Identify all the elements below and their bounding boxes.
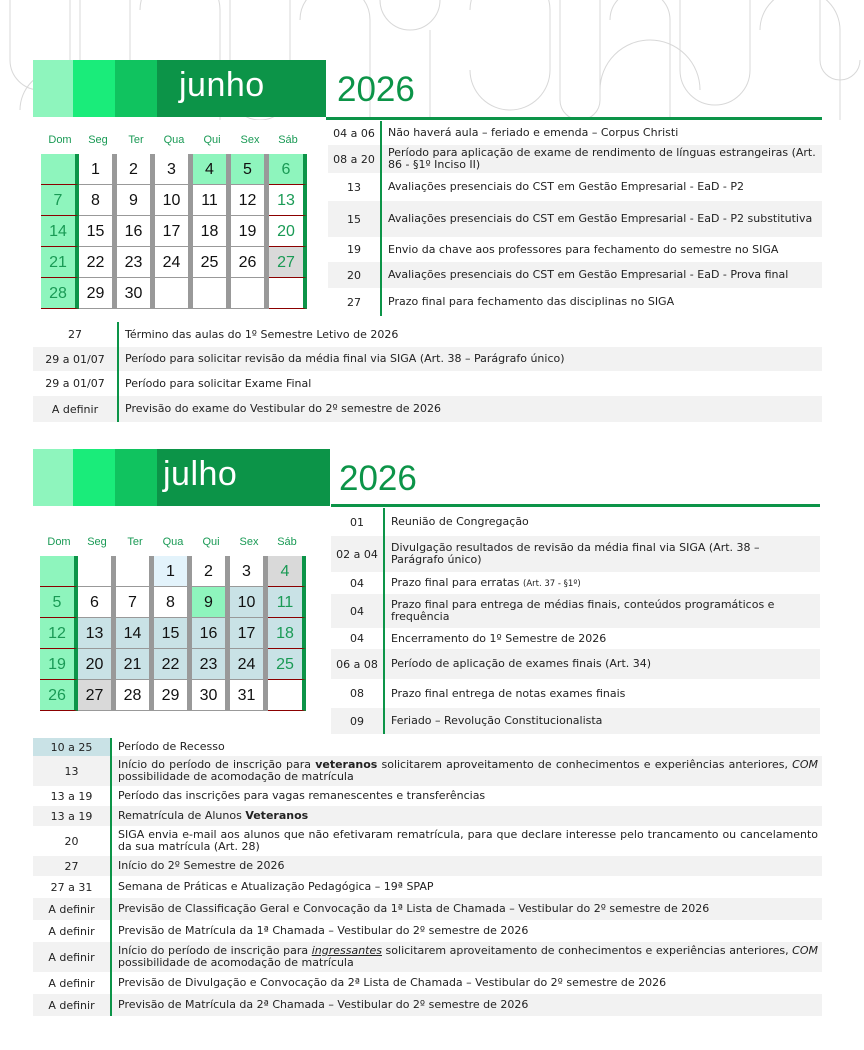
weekday-label: Sex — [240, 134, 260, 146]
calendar-day: 6 — [269, 154, 307, 185]
event-text: SIGA envia e-mail aos alunos que não efetivaram rematrícula, para que declare interesse pelo trancamento ou cancelamento da sua matrícula (Art. 28) — [118, 828, 818, 853]
event-text: Avaliações presenciais do CST em Gestão Empresarial - EaD - P2 substitutiva — [388, 212, 813, 225]
event-description — [112, 829, 822, 853]
event-row — [331, 679, 820, 708]
calendar-day: 20 — [269, 216, 307, 247]
calendar-week — [40, 680, 306, 711]
event-description — [119, 403, 822, 415]
weekday-label: Qua — [163, 134, 185, 146]
event-row — [33, 371, 822, 396]
weekday-label: Seg — [87, 536, 107, 548]
weekday-header — [40, 536, 306, 548]
calendar-week — [41, 247, 307, 278]
calendar-week — [40, 649, 306, 680]
event-date: 20 — [328, 262, 382, 288]
event-text: Período de aplicação de exames finais (Art. 34) — [391, 657, 652, 670]
event-text-post2: possibilidade de acomodação de matrícula — [118, 956, 354, 969]
calendar-day: 4 — [193, 154, 231, 185]
weekday-label: Seg — [88, 134, 108, 146]
event-date: 13 — [33, 756, 112, 786]
calendar-day: 21 — [116, 649, 154, 680]
calendar-day: 19 — [40, 649, 78, 680]
event-row — [328, 237, 822, 262]
event-description — [112, 903, 822, 915]
event-date: 04 — [331, 594, 385, 628]
calendar-day: 25 — [193, 247, 231, 278]
event-description — [382, 213, 822, 225]
event-row — [33, 786, 822, 806]
event-description — [112, 741, 822, 753]
event-date: 27 — [33, 856, 112, 876]
calendar-day: 21 — [41, 247, 79, 278]
event-description — [119, 378, 822, 390]
color-band — [73, 60, 115, 117]
event-text: Reunião de Congregação — [391, 515, 529, 528]
event-text: Término das aulas do 1º Semestre Letivo de 2026 — [125, 327, 399, 341]
color-band — [33, 60, 73, 117]
event-text-ital: COM — [792, 944, 818, 957]
color-band — [33, 449, 73, 506]
event-text: Não haverá aula – feriado e emenda – Corpus Christi — [388, 126, 679, 139]
event-date: 13 a 19 — [33, 806, 112, 826]
calendar-day: 12 — [231, 185, 269, 216]
event-text-pre: Início do período de inscrição para — [118, 944, 312, 957]
event-description — [382, 127, 822, 139]
event-text-uital: ingressantes — [311, 944, 382, 957]
event-description — [112, 790, 822, 802]
event-date: 27 a 31 — [33, 876, 112, 898]
event-date: 10 a 25 — [33, 738, 112, 756]
calendar-day: 15 — [154, 618, 192, 649]
calendar-june — [41, 134, 307, 309]
calendar-day: 28 — [116, 680, 154, 711]
calendar-day: 13 — [78, 618, 116, 649]
event-description — [385, 599, 820, 623]
calendar-day: 22 — [154, 649, 192, 680]
calendar-week — [41, 278, 307, 309]
event-date: 27 — [328, 288, 382, 316]
divider — [326, 117, 822, 120]
calendar-day: 8 — [79, 185, 117, 216]
weekday-label: Sáb — [277, 536, 297, 548]
weekday-header — [41, 134, 307, 146]
calendar-week — [40, 587, 306, 618]
calendar-day: 25 — [268, 649, 306, 680]
month-header-july — [33, 449, 330, 506]
event-text: Feriado – Revolução Constitucionalista — [391, 714, 603, 727]
event-row — [331, 508, 820, 536]
event-date: 29 a 01/07 — [33, 347, 119, 371]
event-text-post: solicitarem aproveitamento de conhecimentos e experiências anteriores, — [377, 758, 793, 771]
year-label: 2026 — [337, 70, 415, 109]
calendar-day: 12 — [40, 618, 78, 649]
event-description — [112, 999, 822, 1011]
event-row — [33, 347, 822, 371]
event-date: A definir — [33, 396, 119, 422]
calendar-day: 14 — [41, 216, 79, 247]
event-description — [382, 296, 822, 308]
calendar-day: 17 — [230, 618, 268, 649]
event-row — [328, 262, 822, 288]
calendar-week — [41, 185, 307, 216]
calendar-day: 30 — [117, 278, 155, 309]
calendar-day: 11 — [268, 587, 306, 618]
calendar-day: 2 — [192, 556, 230, 587]
event-text-post: solicitarem aproveitamento de conhecimentos e experiências anteriores, — [381, 944, 793, 957]
event-description — [382, 269, 822, 281]
calendar-grid — [41, 154, 307, 309]
calendar-day: 26 — [231, 247, 269, 278]
weekday-label: Sex — [239, 536, 259, 548]
calendar-day: 30 — [192, 680, 230, 711]
year-label: 2026 — [339, 459, 417, 498]
calendar-grid — [40, 556, 306, 711]
weekday-label: Dom — [48, 134, 72, 146]
event-date: 04 a 06 — [328, 121, 382, 145]
events-june-list — [33, 322, 822, 422]
calendar-day — [268, 680, 306, 711]
month-header-june — [33, 60, 326, 117]
calendar-day: 8 — [154, 587, 192, 618]
event-description — [112, 881, 822, 893]
calendar-day: 1 — [79, 154, 117, 185]
calendar-day — [231, 278, 269, 309]
calendar-day — [193, 278, 231, 309]
event-text-bold: Veteranos — [245, 809, 309, 822]
event-row — [331, 572, 820, 594]
event-row — [33, 920, 822, 942]
event-reference: (Art. 37 - §1º) — [523, 578, 581, 589]
event-date: 08 a 20 — [328, 145, 382, 173]
calendar-day: 1 — [154, 556, 192, 587]
weekday-label: Qua — [162, 536, 184, 548]
event-date: 27 — [33, 322, 119, 347]
event-text: Período para solicitar Exame Final — [125, 376, 312, 390]
event-text: Início do 2º Semestre de 2026 — [118, 859, 285, 872]
event-row — [331, 536, 820, 572]
event-date: A definir — [33, 920, 112, 942]
calendar-week — [41, 216, 307, 247]
event-text: Previsão de Classificação Geral e Convocação da 1ª Lista de Chamada – Vestibular do 2º semestre de 2026 — [118, 902, 710, 915]
event-row — [33, 322, 822, 347]
calendar-day: 18 — [193, 216, 231, 247]
event-row — [33, 826, 822, 856]
event-text: Prazo final entrega de notas exames finais — [391, 686, 626, 700]
calendar-day — [40, 556, 78, 587]
calendar-day: 28 — [41, 278, 79, 309]
event-row — [33, 396, 822, 422]
event-text: Avaliações presenciais do CST em Gestão Empresarial - EaD - P2 — [388, 180, 745, 193]
event-description — [112, 945, 822, 969]
calendar-day: 24 — [230, 649, 268, 680]
event-date: A definir — [33, 898, 112, 920]
calendar-day: 15 — [79, 216, 117, 247]
calendar-day: 24 — [155, 247, 193, 278]
event-row — [328, 173, 822, 201]
calendar-day: 11 — [193, 185, 231, 216]
event-date: 13 — [328, 173, 382, 201]
event-text-pre: Rematrícula de Alunos — [118, 809, 246, 822]
event-row — [33, 994, 822, 1016]
event-text: Previsão do exame do Vestibular do 2º semestre de 2026 — [125, 402, 441, 415]
calendar-day: 23 — [192, 649, 230, 680]
event-row — [328, 288, 822, 316]
month-name: junho — [179, 66, 265, 104]
calendar-day: 6 — [78, 587, 116, 618]
event-text: Período das inscrições para vagas remanescentes e transferências — [118, 789, 486, 802]
event-text: Previsão de Matrícula da 2ª Chamada – Vestibular do 2º semestre de 2026 — [118, 998, 529, 1011]
event-text: Previsão de Matrícula da 1ª Chamada – Vestibular do 2º semestre de 2026 — [118, 924, 529, 937]
calendar-day: 9 — [192, 587, 230, 618]
event-date: 09 — [331, 708, 385, 734]
color-band — [115, 449, 157, 506]
calendar-day: 2 — [117, 154, 155, 185]
calendar-day: 27 — [78, 680, 116, 711]
calendar-day: 10 — [230, 587, 268, 618]
event-text: Período para aplicação de exame de rendimento de línguas estrangeiras (Art. 86 - §1º Inciso II) — [388, 146, 816, 171]
weekday-label: Qui — [202, 536, 220, 548]
event-text: Divulgação resultados de revisão da média final via SIGA (Art. 38 – Parágrafo único) — [391, 541, 760, 566]
event-row — [33, 876, 822, 898]
event-description — [385, 688, 820, 700]
event-date: 20 — [33, 826, 112, 856]
event-description — [385, 633, 820, 645]
calendar-day: 16 — [117, 216, 155, 247]
event-text-ital: COM — [792, 758, 818, 771]
calendar-day: 4 — [268, 556, 306, 587]
divider — [331, 504, 820, 507]
event-text: Prazo final para erratas — [391, 575, 520, 589]
event-row — [33, 856, 822, 876]
calendar-day — [41, 154, 79, 185]
event-description — [112, 977, 822, 989]
calendar-day: 3 — [230, 556, 268, 587]
calendar-day — [155, 278, 193, 309]
calendar-day: 9 — [117, 185, 155, 216]
event-date: 13 a 19 — [33, 786, 112, 806]
weekday-label: Dom — [47, 536, 71, 548]
calendar-day: 5 — [231, 154, 269, 185]
event-description — [385, 658, 820, 670]
weekday-label: Ter — [128, 134, 144, 146]
calendar-day: 7 — [41, 185, 79, 216]
calendar-day — [269, 278, 307, 309]
calendar-day: 29 — [154, 680, 192, 711]
event-row — [33, 898, 822, 920]
calendar-week — [40, 618, 306, 649]
event-text: Encerramento do 1º Semestre de 2026 — [391, 631, 607, 645]
calendar-day: 31 — [230, 680, 268, 711]
event-description — [112, 759, 822, 783]
event-row — [328, 201, 822, 237]
event-row — [33, 756, 822, 786]
event-description — [382, 244, 822, 256]
event-text: Período para solicitar revisão da média final via SIGA (Art. 38 – Parágrafo único) — [125, 352, 565, 365]
event-row — [331, 594, 820, 628]
event-description — [385, 715, 820, 727]
weekday-label: Qui — [203, 134, 221, 146]
calendar-week — [41, 154, 307, 185]
event-description — [119, 329, 822, 341]
calendar-day: 19 — [231, 216, 269, 247]
events-july-list — [33, 738, 822, 1016]
calendar-day: 29 — [79, 278, 117, 309]
calendar-day: 13 — [269, 185, 307, 216]
event-row — [328, 145, 822, 173]
event-text: Envio da chave aos professores para fechamento do semestre no SIGA — [388, 242, 779, 256]
calendar-day: 20 — [78, 649, 116, 680]
calendar-day: 10 — [155, 185, 193, 216]
event-date: 02 a 04 — [331, 536, 385, 572]
event-text-pre: Início do período de inscrição para — [118, 758, 316, 771]
calendar-day: 3 — [155, 154, 193, 185]
calendar-week — [40, 556, 306, 587]
event-date: 15 — [328, 201, 382, 237]
color-band — [73, 449, 115, 506]
event-row — [331, 649, 820, 679]
event-text: Período de Recesso — [118, 740, 225, 753]
calendar-day: 5 — [40, 587, 78, 618]
month-name: julho — [163, 455, 238, 493]
events-june-side — [328, 121, 822, 316]
color-band — [115, 60, 157, 117]
event-date: 06 a 08 — [331, 649, 385, 679]
calendar-day: 27 — [269, 247, 307, 278]
event-date: 19 — [328, 237, 382, 262]
event-date: 04 — [331, 628, 385, 649]
calendar-day — [78, 556, 116, 587]
event-description — [119, 353, 822, 365]
calendar-day: 26 — [40, 680, 78, 711]
calendar-day: 16 — [192, 618, 230, 649]
event-description — [385, 577, 820, 590]
event-date: A definir — [33, 994, 112, 1016]
event-text-bold: veteranos — [315, 758, 378, 771]
weekday-label: Sáb — [278, 134, 298, 146]
event-description — [382, 181, 822, 193]
calendar-day: 18 — [268, 618, 306, 649]
event-text: Prazo final para entrega de médias finais, conteúdos programáticos e frequência — [391, 598, 775, 623]
event-row — [328, 121, 822, 145]
event-text: Previsão de Divulgação e Convocação da 2ª Lista de Chamada – Vestibular do 2º semestre de 2026 — [118, 976, 667, 989]
event-description — [112, 925, 822, 937]
calendar-day: 23 — [117, 247, 155, 278]
event-text: Avaliações presenciais do CST em Gestão Empresarial - EaD - Prova final — [388, 268, 789, 281]
event-row — [33, 972, 822, 994]
event-description — [382, 147, 822, 171]
event-text-post2: possibilidade de acomodação de matrícula — [118, 770, 354, 783]
weekday-label: Ter — [127, 536, 143, 548]
event-date: 29 a 01/07 — [33, 371, 119, 396]
calendar-day: 17 — [155, 216, 193, 247]
event-row — [33, 806, 822, 826]
event-text: Semana de Práticas e Atualização Pedagógica – 19ª SPAP — [118, 880, 434, 893]
calendar-day: 22 — [79, 247, 117, 278]
event-row — [33, 942, 822, 972]
event-description — [112, 810, 822, 822]
calendar-day: 14 — [116, 618, 154, 649]
event-row — [331, 708, 820, 734]
event-date: A definir — [33, 972, 112, 994]
event-date: A definir — [33, 942, 112, 972]
event-date: 01 — [331, 508, 385, 536]
event-description — [385, 542, 820, 566]
event-text: Prazo final para fechamento das disciplinas no SIGA — [388, 295, 675, 308]
calendar-july — [40, 536, 306, 711]
event-description — [385, 516, 820, 528]
event-date: 08 — [331, 679, 385, 708]
calendar-day: 7 — [116, 587, 154, 618]
event-row — [33, 738, 822, 756]
event-row — [331, 628, 820, 649]
events-july-side — [331, 508, 820, 734]
event-description — [112, 860, 822, 872]
event-date: 04 — [331, 572, 385, 594]
calendar-day — [116, 556, 154, 587]
